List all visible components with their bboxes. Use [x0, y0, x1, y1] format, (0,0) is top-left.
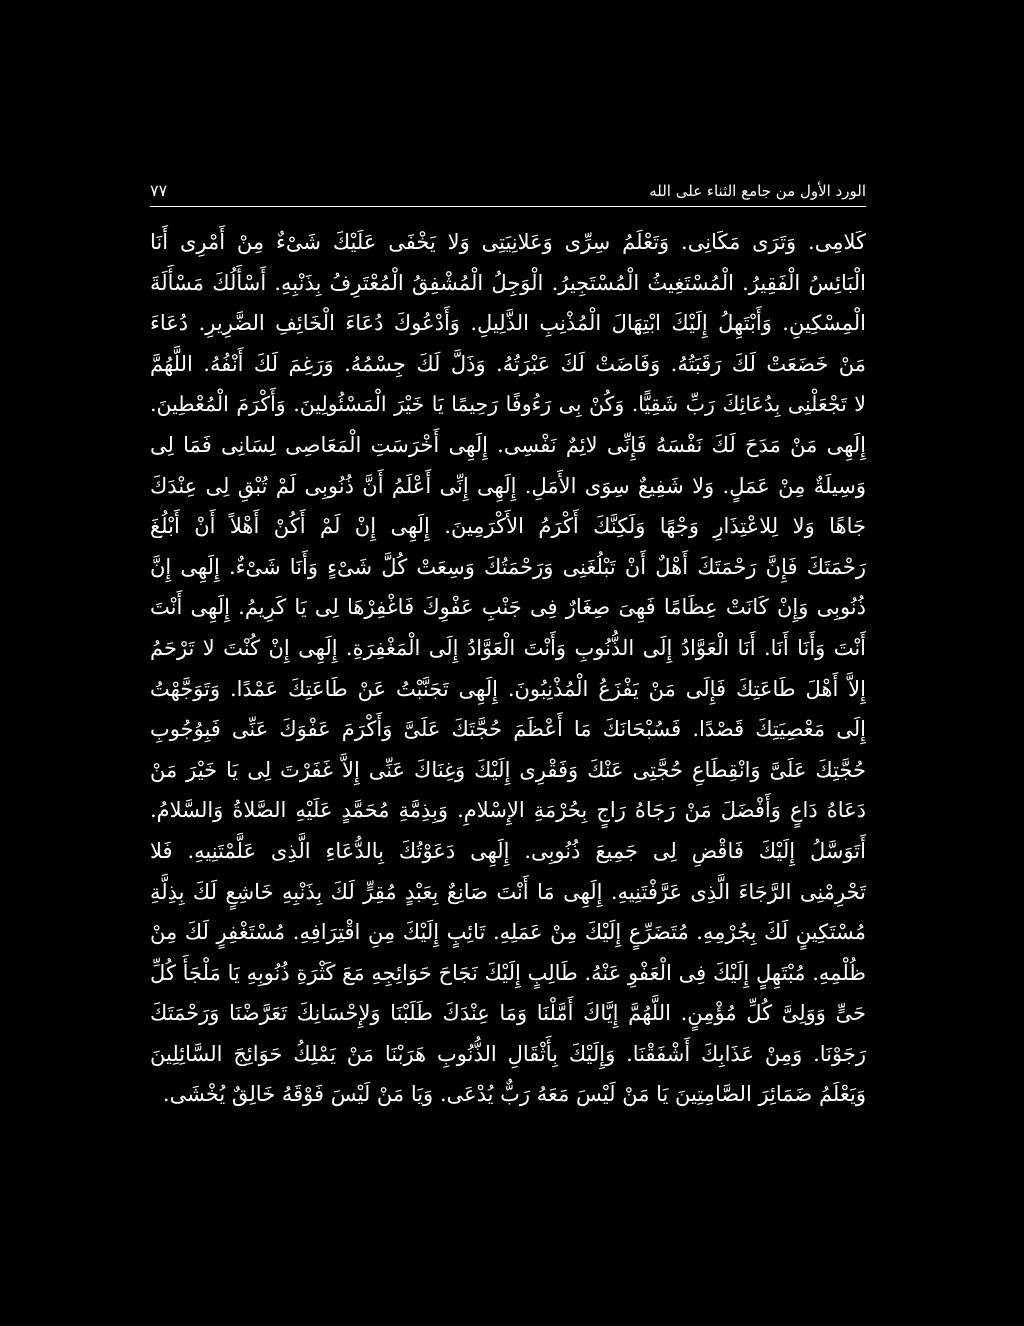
text-line: جَاهًا وَلا لِلاعْتِذَارِ وَجْهًا وَلَكِنَّكَ أَكْرَمُ الأَكْرَمِينَ. إِلَهِى إِنْ لَمْ أَكُنْ أَهْلاً أَنْ أَبْلُغَ: [150, 514, 866, 539]
text-line: رَحْمَتَكَ فَإِنَّ رَحْمَتَكَ أَهْلٌ أَنْ تَبْلُغَنِى وَرَحْمَتُكَ وَسِعَتْ كُلَّ شَىْءٍ وَأَنَا شَىْءٌ. إِلَهِى إِنَّ: [150, 554, 866, 579]
text-line: مَنْ خَضَعَتْ لَكَ رَقَبَتُهُ. وَفَاضَتْ لَكَ عَبْرَتُهُ. وَذَلَّ لَكَ جِسْمُهُ. وَرَغِمَ لَكَ أَنْفُهُ. اللَّهُمَّ: [150, 351, 866, 376]
text-line: إِلَهِى مَنْ مَدَحَ لَكَ نَفْسَهُ فَإِنِّى لائِمٌ نَفْسِى. إِلَهِى أَخْرَسَتِ الْمَعَاصِى لِسَانِى فَمَا لِى: [150, 432, 866, 457]
text-line: كَلامِى. وَتَرَى مَكَانِى. وَتَعْلَمُ سِرِّى وَعَلانِيَتِى وَلا يَخْفَى عَلَيْكَ شَىْءٌ مِنْ أَمْرِى أَنَا: [150, 230, 866, 254]
text-line: حُجَّتِكَ عَلَىَّ وَانْقِطَاعِ حُجَّتِى عَنْكَ وَفَقْرِى إِلَيْكَ وَغِنَاكَ عَنِّى إِلاَّ غَفَرْتَ لِى يَا خَيْرَ مَنْ: [150, 757, 866, 782]
text-line: لا تَجْعَلْنِى بِدُعَائِكَ رَبِّ شَقِيًّا. وَكُنْ بِى رَءُوفًا رَحِيمًا يَا خَيْرَ الْمَسْئُولِينَ. وَأَكْرَمَ الْمُعْطِينَ.: [150, 392, 866, 417]
text-line: وَيَعْلَمُ ضَمَائِرَ الصَّامِتِينَ يَا مَنْ لَيْسَ مَعَهُ رَبٌّ يُدْعَى. وَيَا مَنْ لَيْسَ فَوْقَهُ خَالِقٌ يُخْشَى.: [162, 1082, 866, 1107]
text-line: تَحْرِمْنِى الرَّجَاءَ الَّذِى عَرَّفْتَنِيهِ. إِلَهِى مَا أَنْتَ صَانِعٌ بِعَبْدٍ مُقِرٍّ لَكَ بِذَنْبِهِ خَاشِعٍ لَكَ بِذِلَّةِ: [150, 879, 866, 904]
text-line: ذُنُوبِى وَإِنْ كَانَتْ عِظَامًا فَهِىَ صِغَارٌ فِى جَنْبِ عَفْوِكَ فَاغْفِرْهَا لِى يَا كَرِيمُ. إِلَهِى أَنْتَ: [150, 595, 866, 620]
page-number: ٧٧: [150, 181, 168, 200]
text-line: ظُلْمِهِ. مُبْتَهِلٍ إِلَيْكَ فِى الْعَفْوِ عَنْهُ. طَالِبٍ إِلَيْكَ نَجَاحَ حَوَائِجِهِ مَعَ كَثْرَةِ ذُنُوبِهِ يَا مَلْجَأَ كُلِّ: [150, 960, 866, 985]
text-line: أَتَوَسَّلُ إِلَيْكَ فَاقْضِ لِى جَمِيعَ ذُنُوبِى. إِلَهِى دَعَوْتُكَ بِالدُّعَاءِ الَّذِى عَلَّمْتَنِيهِ. فَلا: [150, 838, 866, 863]
text-line: رَجَوْنَا. وَمِنْ عَذَابِكَ أَشْفَقْنَا. وَإِلَيْكَ بِأَثْقَالِ الذُّنُوبِ هَرَبْنَا مَنْ يَمْلِكُ حَوَائِجَ السَّائِلِينَ: [150, 1041, 866, 1066]
text-line: دَعَاهُ دَاعٍ وَأَفْضَلَ مَنْ رَجَاهُ رَاجٍ بِحُرْمَةِ الإِسْلامِ. وَبِذِمَّةِ مُحَمَّدٍ عَلَيْهِ الصَّلاةُ وَالسَّلامُ.: [150, 798, 866, 823]
text-line: إِلَى مَعْصِيَتِكَ قَصْدًا. فَسُبْحَانَكَ مَا أَعْظَمَ حُجَّتَكَ عَلَىَّ وَأَكْرَمَ عَفْوَكَ عَنِّى فَبِوُجُوبِ: [150, 717, 866, 742]
body-text: [150, 222, 866, 1222]
text-line: إِلاَّ أَهْلَ طَاعَتِكَ فَإِلَى مَنْ يَفْزَعُ الْمُذْنِبُونَ. إِلَهِى تَجَنَّبْتُ عَنْ طَاعَتِكَ عَمْدًا. وَتَوَجَّهْتُ: [150, 676, 866, 701]
text-line: مُسْتَكِينٍ لَكَ بِجُرْمِهِ. مُتَضَرِّعٍ إِلَيْكَ مِنْ عَمَلِهِ. تَائِبٍ إِلَيْكَ مِنِ اقْتِرَافِهِ. مُسْتَغْفِرٍ لَكَ مِنْ: [150, 920, 866, 945]
text-line: الْبَائِسُ الْفَقِيرُ. الْمُسْتَغِيثُ الْمُسْتَجِيرُ. الْوَجِلُ الْمُشْفِقُ الْمُعْتَرِفُ بِذَنْبِهِ. أَسْأَلُكَ مَسْأَلَةَ: [150, 270, 866, 295]
chapter-title: الورد الأول من جامع الثناء على الله: [649, 182, 866, 200]
running-header: [150, 170, 866, 200]
text-line: حَىٍّ وَوَلِىَّ كُلِّ مُؤْمِنٍ. اللَّهُمَّ إِيَّاكَ أَمَّلْنَا وَمَا عِنْدَكَ طَلَبْنَا وَلإِحْسَانِكَ تَعَرَّضْنَا وَرَحْمَتَكَ: [150, 1001, 866, 1026]
header-rule: [150, 206, 866, 207]
text-line: وَسِيلَةٌ مِنْ عَمَلٍ. وَلا شَفِيعٌ سِوَى الأَمَلِ. إِلَهِى إِنِّى أَعْلَمُ أَنَّ ذُنُوبِى لَمْ تُبْقِ لِى عِنْدَكَ: [150, 473, 866, 498]
text-line: الْمِسْكِينِ. وَأَبْتَهِلُ إِلَيْكَ ابْتِهَالَ الْمُذْنِبِ الذَّلِيلِ. وَأَدْعُوكَ دُعَاءَ الْخَائِفِ الضَّرِيرِ. دُعَاءَ: [150, 311, 866, 336]
text-line: أَنْتَ وَأَنَا أَنَا. أَنَا الْعَوَّادُ إِلَى الذُّنُوبِ وَأَنْتَ الْعَوَّادُ إِلَى الْمَغْفِرَةِ. إِلَهِى إِنْ كُنْتَ لا تَرْحَمُ: [150, 635, 866, 660]
